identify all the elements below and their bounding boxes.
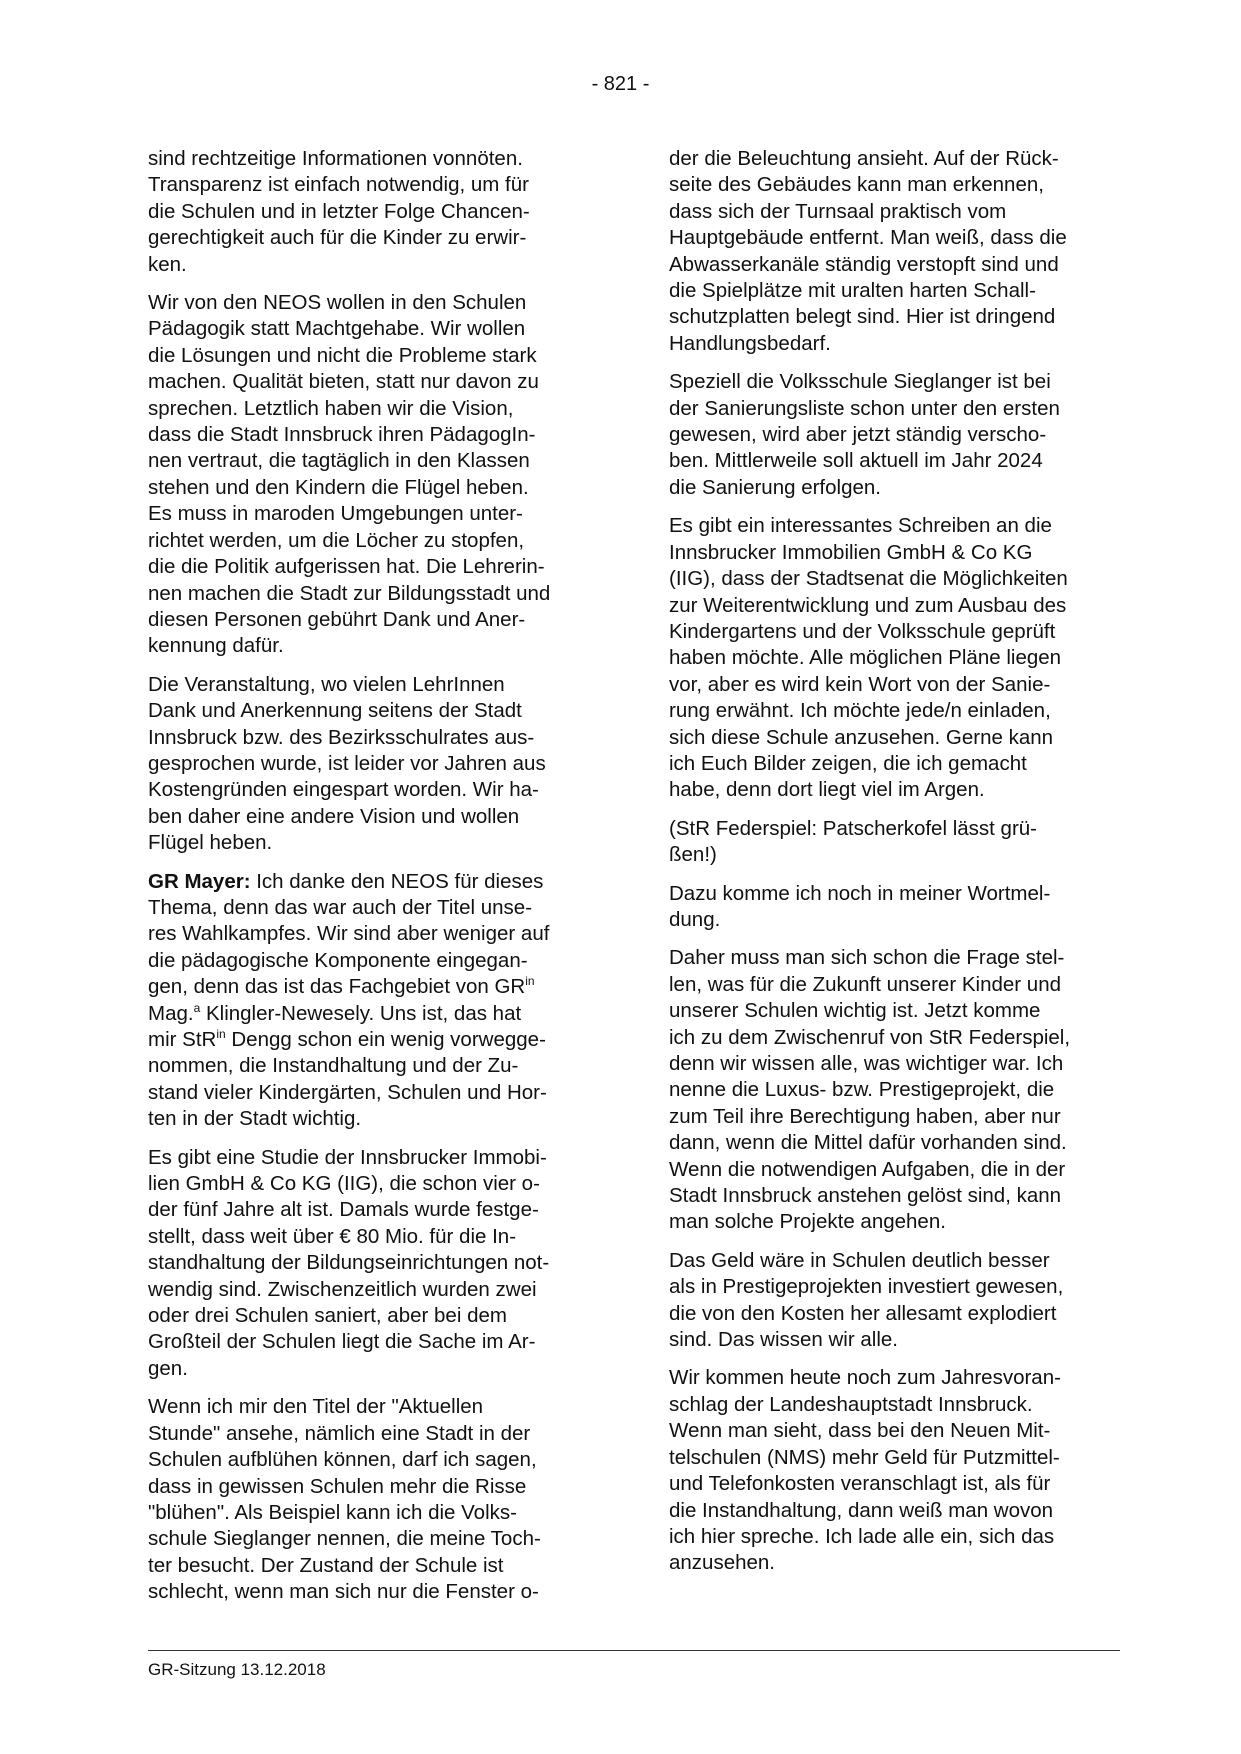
paragraph bbox=[669, 1248, 1119, 1354]
text-line: Die Veranstaltung, wo vielen LehrInnen bbox=[148, 672, 505, 696]
text-line: vor, aber es wird kein Wort von der Sanie- bbox=[669, 672, 1051, 696]
text-line: die von den Kosten her allesamt explodiert bbox=[669, 1301, 1057, 1325]
superscript: a bbox=[193, 1000, 201, 1015]
text-line: die die Politik aufgerissen hat. Die Lehrerin- bbox=[148, 555, 545, 579]
text-line: seite des Gebäudes kann man erkennen, bbox=[669, 173, 1044, 197]
text-line: wendig sind. Zwischenzeitlich wurden zwei bbox=[148, 1277, 537, 1301]
text-line: Großteil der Schulen liegt die Sache im Ar- bbox=[148, 1330, 536, 1354]
text-line: Dazu komme ich noch in meiner Wortmel- bbox=[669, 881, 1051, 905]
text-line: man solche Projekte angehen. bbox=[669, 1210, 946, 1234]
text-line: diesen Personen gebührt Dank und Aner- bbox=[148, 607, 526, 631]
text-line: Kindergartens und der Volksschule geprüft bbox=[669, 619, 1056, 643]
text-line: ten in der Stadt wichtig. bbox=[148, 1107, 362, 1131]
text-line: ich zu dem Zwischenruf von StR Federspiel, bbox=[669, 1025, 1071, 1049]
text-line: ter besucht. Der Zustand der Schule ist bbox=[148, 1553, 504, 1577]
text-line bbox=[148, 974, 598, 1000]
text-run: gen, denn das ist das Fachgebiet von GR bbox=[148, 975, 526, 999]
page-number: - 821 - bbox=[591, 73, 650, 95]
paragraph bbox=[669, 881, 1119, 934]
text-line: sich diese Schule anzusehen. Gerne kann bbox=[669, 725, 1054, 749]
paragraph bbox=[148, 146, 598, 278]
text-line: Daher muss man sich schon die Frage stel- bbox=[669, 946, 1065, 970]
text-line: schule Sieglanger nennen, die meine Toch- bbox=[148, 1527, 541, 1551]
text-line: Stunde" ansehe, nämlich eine Stadt in der bbox=[148, 1421, 531, 1445]
text-line: schlag der Landeshauptstadt Innsbruck. bbox=[669, 1392, 1033, 1416]
text-line: Abwasserkanäle ständig verstopft sind und bbox=[669, 252, 1059, 276]
text-run: Mag. bbox=[148, 1001, 194, 1025]
text-line: Pädagogik statt Machtgehabe. Wir wollen bbox=[148, 317, 526, 341]
text-line: dann, wenn die Mittel dafür vorhanden sind. bbox=[669, 1131, 1067, 1155]
text-line: stellt, dass weit über € 80 Mio. für die In- bbox=[148, 1224, 517, 1248]
text-line: Wenn die notwendigen Aufgaben, die in der bbox=[669, 1157, 1066, 1181]
text-line bbox=[148, 1027, 598, 1053]
paragraph bbox=[148, 1394, 598, 1605]
paragraph bbox=[148, 672, 598, 857]
text-line: res Wahlkampfes. Wir sind aber weniger auf bbox=[148, 922, 550, 946]
text-line bbox=[148, 869, 598, 895]
text-line: denn wir wissen alle, was wichtiger war. Ich bbox=[669, 1052, 1064, 1075]
text-line: gen. bbox=[148, 1356, 188, 1380]
text-line: schlecht, wenn man sich nur die Fenster o- bbox=[148, 1580, 539, 1604]
text-line: stehen und den Kindern die Flügel heben. bbox=[148, 475, 529, 499]
text-line: lien GmbH & Co KG (IIG), die schon vier o- bbox=[148, 1172, 540, 1196]
text-line: gewesen, wird aber jetzt ständig verscho- bbox=[669, 423, 1047, 447]
text-line: Innsbrucker Immobilien GmbH & Co KG bbox=[669, 540, 1033, 564]
text-line: Wenn ich mir den Titel der "Aktuellen bbox=[148, 1395, 484, 1419]
text-run: Ich danke den NEOS für dieses bbox=[250, 869, 544, 893]
text-line: die pädagogische Komponente eingegan- bbox=[148, 948, 528, 972]
text-run: Klingler-Newesely. Uns ist, das hat bbox=[200, 1001, 522, 1025]
text-line: oder drei Schulen saniert, aber bei dem bbox=[148, 1304, 507, 1328]
text-line: die Schulen und in letzter Folge Chancen- bbox=[148, 199, 530, 223]
text-line: dass die Stadt Innsbruck ihren PädagogIn- bbox=[148, 423, 536, 447]
text-line: gerechtigkeit auch für die Kinder zu erwir- bbox=[148, 226, 527, 250]
paragraph bbox=[669, 1365, 1119, 1576]
text-line: Es muss in maroden Umgebungen unter- bbox=[148, 502, 523, 526]
text-line: Kostengründen eingespart worden. Wir ha- bbox=[148, 778, 539, 802]
text-line: Es gibt eine Studie der Innsbrucker Immobi- bbox=[148, 1145, 547, 1169]
text-line: die Instandhaltung, dann weiß man wovon bbox=[669, 1498, 1054, 1522]
paragraph bbox=[669, 146, 1119, 357]
text-line: dass in gewissen Schulen mehr die Risse bbox=[148, 1474, 527, 1498]
text-line: dung. bbox=[669, 907, 721, 931]
text-line: Stadt Innsbruck anstehen gelöst sind, kann bbox=[669, 1184, 1062, 1208]
text-line: Hauptgebäude entfernt. Man weiß, dass die bbox=[669, 226, 1067, 250]
text-line: ich hier spreche. Ich lade alle ein, sich das bbox=[669, 1524, 1055, 1548]
text-line: haben möchte. Alle möglichen Pläne liegen bbox=[669, 646, 1062, 670]
left-column bbox=[148, 146, 598, 1618]
text-line: Schulen aufblühen können, darf ich sagen, bbox=[148, 1448, 537, 1472]
interjection bbox=[669, 816, 1119, 869]
paragraph bbox=[669, 513, 1119, 803]
text-line: zum Teil ihre Berechtigung haben, aber nur bbox=[669, 1104, 1061, 1128]
text-line: (IIG), dass der Stadtsenat die Möglichkeiten bbox=[669, 567, 1068, 591]
paragraph bbox=[148, 1145, 598, 1383]
text-line: ich Euch Bilder zeigen, die ich gemacht bbox=[669, 751, 1027, 775]
text-line: machen. Qualität bieten, statt nur davon zu bbox=[148, 370, 539, 394]
text-line: ben. Mittlerweile soll aktuell im Jahr 2024 bbox=[669, 449, 1043, 473]
paragraph bbox=[148, 290, 598, 660]
text-line: Wenn man sieht, dass bei den Neuen Mit- bbox=[669, 1419, 1051, 1443]
text-line: standhaltung der Bildungseinrichtungen not- bbox=[148, 1251, 550, 1275]
text-line: Flügel heben. bbox=[148, 831, 273, 855]
superscript: in bbox=[525, 974, 535, 989]
superscript: in bbox=[216, 1027, 226, 1041]
text-line: und Telefonkosten veranschlagt ist, als für bbox=[669, 1472, 1051, 1496]
text-line: sind rechtzeitige Informationen vonnöten. bbox=[148, 147, 523, 170]
text-line: nen machen die Stadt zur Bildungsstadt und bbox=[148, 581, 551, 605]
text-line: die Sanierung erfolgen. bbox=[669, 475, 881, 499]
text-line: dass sich der Turnsaal praktisch vom bbox=[669, 199, 1007, 223]
text-line: Dank und Anerkennung seitens der Stadt bbox=[148, 699, 522, 723]
text-line: sind. Das wissen wir alle. bbox=[669, 1328, 898, 1352]
text-line: der fünf Jahre alt ist. Damals wurde festge- bbox=[148, 1198, 539, 1222]
text-line: Speziell die Volksschule Sieglanger ist bei bbox=[669, 370, 1051, 394]
text-line: zur Weiterentwicklung und zum Ausbau des bbox=[669, 593, 1067, 617]
text-line: Transparenz ist einfach notwendig, um für bbox=[148, 173, 529, 197]
text-line: (StR Federspiel: Patscherkofel lässt grü- bbox=[669, 816, 1037, 840]
text-line bbox=[148, 1001, 598, 1027]
right-column bbox=[669, 146, 1119, 1589]
text-line: Das Geld wäre in Schulen deutlich besser bbox=[669, 1248, 1050, 1272]
text-line: Innsbruck bzw. des Bezirksschulrates aus- bbox=[148, 725, 535, 749]
text-line: habe, denn dort liegt viel im Argen. bbox=[669, 778, 985, 802]
text-line: len, was für die Zukunft unserer Kinder und bbox=[669, 972, 1061, 996]
text-line: stand vieler Kindergärten, Schulen und Hor- bbox=[148, 1080, 547, 1104]
text-line: die Spielplätze mit uralten harten Schall- bbox=[669, 279, 1036, 303]
text-line: Wir kommen heute noch zum Jahresvoran- bbox=[669, 1366, 1061, 1390]
text-line: nen vertraut, die tagtäglich in den Klassen bbox=[148, 449, 530, 473]
text-line: sprechen. Letztlich haben wir die Vision, bbox=[148, 396, 514, 420]
text-line: telschulen (NMS) mehr Geld für Putzmittel- bbox=[669, 1445, 1060, 1469]
text-line: richtet werden, um die Löcher zu stopfen, bbox=[148, 528, 525, 552]
paragraph bbox=[669, 945, 1119, 1235]
text-line: nommen, die Instandhaltung und der Zu- bbox=[148, 1054, 519, 1078]
speaker-paragraph bbox=[148, 869, 598, 1133]
text-line: ken. bbox=[148, 252, 187, 276]
text-line: "blühen". Als Beispiel kann ich die Volks- bbox=[148, 1500, 517, 1524]
text-run: Dengg schon ein wenig vorwegge- bbox=[225, 1028, 546, 1051]
text-line: Wir von den NEOS wollen in den Schulen bbox=[148, 291, 527, 315]
text-line: als in Prestigeprojekten investiert gewesen, bbox=[669, 1275, 1064, 1299]
footer-session-date: GR-Sitzung 13.12.2018 bbox=[148, 1660, 326, 1679]
text-line: ben daher eine andere Vision und wollen bbox=[148, 804, 520, 828]
text-line: nenne die Luxus- bzw. Prestigeprojekt, die bbox=[669, 1078, 1055, 1102]
text-line: Thema, denn das war auch der Titel unse- bbox=[148, 895, 533, 919]
text-line: ßen!) bbox=[669, 843, 717, 867]
text-line: schutzplatten belegt sind. Hier ist dringend bbox=[669, 305, 1056, 329]
text-line: Es gibt ein interessantes Schreiben an die bbox=[669, 514, 1052, 538]
footer-divider bbox=[148, 1650, 1120, 1651]
text-line: rung erwähnt. Ich möchte jede/n einladen, bbox=[669, 699, 1051, 723]
text-run: mir StR bbox=[148, 1028, 217, 1051]
text-line: anzusehen. bbox=[669, 1551, 776, 1575]
text-line: die Lösungen und nicht die Probleme stark bbox=[148, 343, 537, 367]
text-line: kennung dafür. bbox=[148, 634, 284, 658]
speaker-name: GR Mayer: bbox=[148, 869, 251, 893]
text-line: unserer Schulen wichtig ist. Jetzt komme bbox=[669, 999, 1041, 1023]
paragraph bbox=[669, 369, 1119, 501]
text-line: Handlungsbedarf. bbox=[669, 331, 831, 355]
text-line: der Sanierungsliste schon unter den ersten bbox=[669, 396, 1060, 420]
text-line: der die Beleuchtung ansieht. Auf der Rück- bbox=[669, 147, 1059, 170]
text-line: gesprochen wurde, ist leider vor Jahren aus bbox=[148, 751, 546, 775]
